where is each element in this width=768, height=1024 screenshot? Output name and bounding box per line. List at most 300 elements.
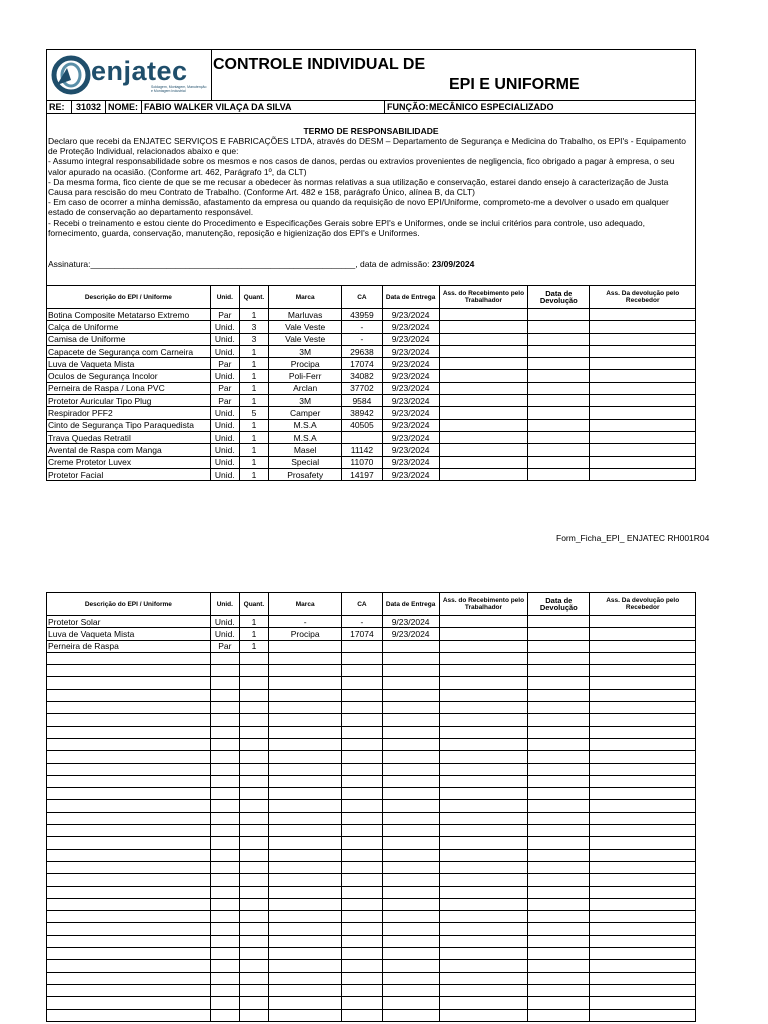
table-cell[interactable] xyxy=(590,345,696,357)
table-cell[interactable] xyxy=(439,407,527,419)
table-cell[interactable] xyxy=(210,738,239,750)
table-cell[interactable] xyxy=(47,738,211,750)
table-cell[interactable]: 9/23/2024 xyxy=(382,628,439,640)
table-cell[interactable] xyxy=(47,751,211,763)
table-cell[interactable] xyxy=(269,837,342,849)
table-cell[interactable]: 1 xyxy=(239,358,268,370)
table-cell[interactable] xyxy=(590,911,696,923)
table-cell[interactable] xyxy=(269,775,342,787)
table-cell[interactable] xyxy=(382,788,439,800)
table-cell[interactable] xyxy=(382,763,439,775)
table-cell[interactable] xyxy=(47,849,211,861)
table-cell[interactable] xyxy=(239,763,268,775)
table-cell[interactable] xyxy=(342,689,382,701)
table-cell[interactable] xyxy=(239,1009,268,1021)
table-cell[interactable] xyxy=(382,775,439,787)
table-cell[interactable]: M.S.A xyxy=(269,419,342,431)
table-cell[interactable] xyxy=(210,652,239,664)
table-cell[interactable] xyxy=(269,935,342,947)
table-cell[interactable]: 9/23/2024 xyxy=(382,321,439,333)
table-cell[interactable] xyxy=(239,997,268,1009)
table-cell[interactable] xyxy=(528,444,590,456)
table-cell[interactable] xyxy=(47,726,211,738)
table-cell[interactable]: Par xyxy=(210,640,239,652)
table-cell[interactable] xyxy=(382,640,439,652)
table-cell[interactable]: Masel xyxy=(269,444,342,456)
table-cell[interactable]: Unid. xyxy=(210,444,239,456)
table-cell[interactable]: Luva de Vaqueta Mista xyxy=(47,358,211,370)
table-cell[interactable] xyxy=(528,738,590,750)
table-cell[interactable] xyxy=(269,812,342,824)
table-cell[interactable] xyxy=(269,640,342,652)
table-cell[interactable]: 17074 xyxy=(342,358,382,370)
table-cell[interactable] xyxy=(239,665,268,677)
table-cell[interactable] xyxy=(47,874,211,886)
table-cell[interactable] xyxy=(269,677,342,689)
table-cell[interactable]: Trava Quedas Retratil xyxy=(47,431,211,443)
table-cell[interactable] xyxy=(528,726,590,738)
table-cell[interactable]: Unid. xyxy=(210,431,239,443)
table-cell[interactable] xyxy=(269,948,342,960)
table-cell[interactable] xyxy=(382,898,439,910)
table-cell[interactable] xyxy=(342,972,382,984)
table-cell[interactable] xyxy=(439,689,527,701)
table-cell[interactable]: 9/23/2024 xyxy=(382,333,439,345)
table-cell[interactable] xyxy=(269,923,342,935)
table-cell[interactable] xyxy=(439,665,527,677)
table-cell[interactable]: Prosafety xyxy=(269,468,342,480)
table-cell[interactable] xyxy=(382,800,439,812)
table-cell[interactable] xyxy=(342,886,382,898)
table-cell[interactable] xyxy=(590,812,696,824)
table-cell[interactable] xyxy=(590,874,696,886)
table-cell[interactable] xyxy=(210,751,239,763)
table-cell[interactable] xyxy=(47,837,211,849)
table-cell[interactable] xyxy=(528,382,590,394)
table-cell[interactable] xyxy=(590,898,696,910)
table-cell[interactable] xyxy=(439,997,527,1009)
table-cell[interactable] xyxy=(382,702,439,714)
table-cell[interactable] xyxy=(528,345,590,357)
table-cell[interactable] xyxy=(382,751,439,763)
table-cell[interactable] xyxy=(590,370,696,382)
table-cell[interactable] xyxy=(439,738,527,750)
table-cell[interactable] xyxy=(590,468,696,480)
table-cell[interactable] xyxy=(342,788,382,800)
table-cell[interactable] xyxy=(439,775,527,787)
table-cell[interactable] xyxy=(210,935,239,947)
table-cell[interactable]: 9/23/2024 xyxy=(382,358,439,370)
table-cell[interactable] xyxy=(47,652,211,664)
table-cell[interactable] xyxy=(439,825,527,837)
table-cell[interactable]: 9/23/2024 xyxy=(382,431,439,443)
table-cell[interactable] xyxy=(590,407,696,419)
table-cell[interactable]: Perneira de Raspa xyxy=(47,640,211,652)
table-cell[interactable] xyxy=(590,997,696,1009)
table-cell[interactable] xyxy=(342,960,382,972)
table-cell[interactable] xyxy=(439,444,527,456)
table-cell[interactable] xyxy=(590,689,696,701)
table-cell[interactable]: 1 xyxy=(239,382,268,394)
table-cell[interactable] xyxy=(239,652,268,664)
table-cell[interactable]: 3 xyxy=(239,333,268,345)
table-cell[interactable] xyxy=(210,812,239,824)
table-cell[interactable] xyxy=(269,1009,342,1021)
table-cell[interactable]: Cinto de Segurança Tipo Paraquedista xyxy=(47,419,211,431)
table-cell[interactable]: Unid. xyxy=(210,321,239,333)
table-cell[interactable] xyxy=(47,812,211,824)
table-cell[interactable] xyxy=(382,738,439,750)
table-cell[interactable] xyxy=(269,886,342,898)
table-cell[interactable]: Unid. xyxy=(210,345,239,357)
table-cell[interactable] xyxy=(590,640,696,652)
table-cell[interactable] xyxy=(590,775,696,787)
table-cell[interactable] xyxy=(590,763,696,775)
table-cell[interactable] xyxy=(269,911,342,923)
table-cell[interactable] xyxy=(439,468,527,480)
table-cell[interactable] xyxy=(269,960,342,972)
table-cell[interactable] xyxy=(239,689,268,701)
table-cell[interactable] xyxy=(342,837,382,849)
table-cell[interactable] xyxy=(239,948,268,960)
table-cell[interactable] xyxy=(210,825,239,837)
table-cell[interactable]: 9/23/2024 xyxy=(382,345,439,357)
table-cell[interactable] xyxy=(528,812,590,824)
table-cell[interactable] xyxy=(47,1009,211,1021)
table-cell[interactable]: Vale Veste xyxy=(269,321,342,333)
table-cell[interactable]: Camisa de Uniforme xyxy=(47,333,211,345)
table-cell[interactable]: 9/23/2024 xyxy=(382,382,439,394)
table-cell[interactable] xyxy=(590,788,696,800)
table-cell[interactable] xyxy=(342,763,382,775)
table-cell[interactable] xyxy=(590,800,696,812)
table-cell[interactable] xyxy=(239,775,268,787)
table-cell[interactable] xyxy=(382,886,439,898)
table-cell[interactable] xyxy=(590,616,696,628)
table-cell[interactable] xyxy=(528,628,590,640)
table-cell[interactable]: 9/23/2024 xyxy=(382,468,439,480)
table-cell[interactable] xyxy=(528,616,590,628)
table-cell[interactable] xyxy=(239,911,268,923)
table-cell[interactable] xyxy=(528,861,590,873)
table-cell[interactable] xyxy=(210,665,239,677)
table-cell[interactable] xyxy=(342,775,382,787)
table-cell[interactable] xyxy=(269,984,342,996)
table-cell[interactable]: Unid. xyxy=(210,419,239,431)
table-cell[interactable] xyxy=(528,960,590,972)
table-cell[interactable]: Calça de Uniforme xyxy=(47,321,211,333)
table-cell[interactable] xyxy=(528,677,590,689)
table-cell[interactable] xyxy=(439,640,527,652)
table-cell[interactable] xyxy=(342,812,382,824)
table-cell[interactable] xyxy=(528,1009,590,1021)
table-cell[interactable] xyxy=(269,665,342,677)
table-cell[interactable] xyxy=(528,702,590,714)
table-cell[interactable] xyxy=(382,665,439,677)
table-cell[interactable] xyxy=(210,861,239,873)
table-cell[interactable] xyxy=(382,825,439,837)
table-cell[interactable] xyxy=(342,825,382,837)
table-cell[interactable] xyxy=(590,382,696,394)
table-cell[interactable] xyxy=(382,812,439,824)
table-cell[interactable]: 1 xyxy=(239,456,268,468)
table-cell[interactable] xyxy=(47,714,211,726)
table-cell[interactable]: Perneira de Raspa / Lona PVC xyxy=(47,382,211,394)
table-cell[interactable] xyxy=(439,456,527,468)
table-cell[interactable]: 1 xyxy=(239,468,268,480)
table-cell[interactable] xyxy=(590,923,696,935)
table-cell[interactable] xyxy=(342,861,382,873)
table-cell[interactable]: 9/23/2024 xyxy=(382,395,439,407)
table-cell[interactable] xyxy=(47,984,211,996)
table-cell[interactable] xyxy=(528,456,590,468)
table-cell[interactable]: Special xyxy=(269,456,342,468)
table-cell[interactable] xyxy=(528,640,590,652)
table-cell[interactable] xyxy=(439,960,527,972)
table-cell[interactable] xyxy=(210,702,239,714)
table-cell[interactable] xyxy=(590,984,696,996)
table-cell[interactable] xyxy=(439,726,527,738)
table-cell[interactable]: Marluvas xyxy=(269,309,342,321)
table-cell[interactable]: Par xyxy=(210,382,239,394)
table-cell[interactable] xyxy=(342,677,382,689)
table-cell[interactable] xyxy=(528,788,590,800)
table-cell[interactable] xyxy=(269,652,342,664)
table-cell[interactable] xyxy=(382,960,439,972)
table-cell[interactable]: Unid. xyxy=(210,456,239,468)
table-cell[interactable] xyxy=(439,800,527,812)
table-cell[interactable] xyxy=(342,984,382,996)
table-cell[interactable]: 1 xyxy=(239,640,268,652)
table-cell[interactable]: Procipa xyxy=(269,358,342,370)
table-cell[interactable]: Protetor Facial xyxy=(47,468,211,480)
table-cell[interactable] xyxy=(342,1009,382,1021)
table-cell[interactable] xyxy=(439,948,527,960)
table-cell[interactable] xyxy=(590,948,696,960)
table-cell[interactable] xyxy=(528,886,590,898)
table-cell[interactable] xyxy=(239,812,268,824)
table-cell[interactable]: Unid. xyxy=(210,468,239,480)
table-cell[interactable] xyxy=(528,751,590,763)
table-cell[interactable] xyxy=(382,874,439,886)
table-cell[interactable]: 9/23/2024 xyxy=(382,419,439,431)
table-cell[interactable] xyxy=(239,849,268,861)
table-cell[interactable] xyxy=(528,775,590,787)
table-cell[interactable] xyxy=(590,677,696,689)
table-cell[interactable] xyxy=(590,738,696,750)
table-cell[interactable]: Botina Composite Metatarso Extremo xyxy=(47,309,211,321)
table-cell[interactable]: 1 xyxy=(239,395,268,407)
table-cell[interactable] xyxy=(239,825,268,837)
table-cell[interactable] xyxy=(382,677,439,689)
table-cell[interactable] xyxy=(269,861,342,873)
table-cell[interactable]: 1 xyxy=(239,309,268,321)
table-cell[interactable]: Poli-Ferr xyxy=(269,370,342,382)
table-cell[interactable] xyxy=(439,886,527,898)
table-cell[interactable] xyxy=(439,370,527,382)
table-cell[interactable] xyxy=(439,935,527,947)
table-cell[interactable] xyxy=(342,898,382,910)
table-cell[interactable] xyxy=(528,972,590,984)
table-cell[interactable]: 9/23/2024 xyxy=(382,456,439,468)
table-cell[interactable] xyxy=(590,726,696,738)
table-cell[interactable] xyxy=(342,997,382,1009)
table-cell[interactable] xyxy=(382,923,439,935)
table-cell[interactable] xyxy=(590,419,696,431)
table-cell[interactable] xyxy=(590,972,696,984)
table-cell[interactable]: 43959 xyxy=(342,309,382,321)
table-cell[interactable] xyxy=(528,395,590,407)
table-cell[interactable] xyxy=(590,431,696,443)
table-cell[interactable] xyxy=(47,948,211,960)
table-cell[interactable] xyxy=(342,702,382,714)
table-cell[interactable] xyxy=(47,935,211,947)
table-cell[interactable] xyxy=(439,849,527,861)
table-cell[interactable] xyxy=(342,849,382,861)
table-cell[interactable] xyxy=(269,898,342,910)
table-cell[interactable] xyxy=(210,972,239,984)
table-cell[interactable] xyxy=(269,702,342,714)
table-cell[interactable] xyxy=(342,935,382,947)
table-cell[interactable]: Avental de Raspa com Manga xyxy=(47,444,211,456)
table-cell[interactable] xyxy=(439,395,527,407)
table-cell[interactable] xyxy=(210,886,239,898)
table-cell[interactable]: 1 xyxy=(239,370,268,382)
table-cell[interactable] xyxy=(210,689,239,701)
table-cell[interactable] xyxy=(239,702,268,714)
table-cell[interactable]: 9/23/2024 xyxy=(382,444,439,456)
table-cell[interactable] xyxy=(47,677,211,689)
table-cell[interactable] xyxy=(47,911,211,923)
table-cell[interactable] xyxy=(342,714,382,726)
table-cell[interactable] xyxy=(210,775,239,787)
table-cell[interactable] xyxy=(528,419,590,431)
table-cell[interactable] xyxy=(590,456,696,468)
table-cell[interactable] xyxy=(439,984,527,996)
table-cell[interactable] xyxy=(382,911,439,923)
table-cell[interactable] xyxy=(528,800,590,812)
table-cell[interactable] xyxy=(210,923,239,935)
table-cell[interactable] xyxy=(239,935,268,947)
table-cell[interactable] xyxy=(528,898,590,910)
table-cell[interactable] xyxy=(528,874,590,886)
table-cell[interactable] xyxy=(342,726,382,738)
table-cell[interactable] xyxy=(590,935,696,947)
table-cell[interactable]: M.S.A xyxy=(269,431,342,443)
table-cell[interactable]: Arclan xyxy=(269,382,342,394)
table-cell[interactable] xyxy=(47,861,211,873)
table-cell[interactable] xyxy=(382,948,439,960)
table-cell[interactable] xyxy=(269,726,342,738)
table-cell[interactable] xyxy=(47,886,211,898)
table-cell[interactable]: 3M xyxy=(269,395,342,407)
table-cell[interactable] xyxy=(528,935,590,947)
table-cell[interactable] xyxy=(239,972,268,984)
table-cell[interactable] xyxy=(439,861,527,873)
table-cell[interactable] xyxy=(590,960,696,972)
table-cell[interactable] xyxy=(239,874,268,886)
table-cell[interactable]: Unid. xyxy=(210,628,239,640)
table-cell[interactable]: 37702 xyxy=(342,382,382,394)
table-cell[interactable] xyxy=(528,370,590,382)
table-cell[interactable] xyxy=(528,665,590,677)
table-cell[interactable]: Unid. xyxy=(210,333,239,345)
table-cell[interactable] xyxy=(590,652,696,664)
table-cell[interactable] xyxy=(439,419,527,431)
table-cell[interactable] xyxy=(269,874,342,886)
table-cell[interactable] xyxy=(528,309,590,321)
table-cell[interactable] xyxy=(590,1009,696,1021)
table-cell[interactable] xyxy=(269,800,342,812)
table-cell[interactable] xyxy=(590,751,696,763)
table-cell[interactable]: Creme Protetor Luvex xyxy=(47,456,211,468)
table-cell[interactable] xyxy=(210,677,239,689)
table-cell[interactable] xyxy=(210,898,239,910)
table-cell[interactable] xyxy=(439,652,527,664)
table-cell[interactable] xyxy=(528,321,590,333)
table-cell[interactable]: 1 xyxy=(239,628,268,640)
table-cell[interactable] xyxy=(439,321,527,333)
table-cell[interactable] xyxy=(239,738,268,750)
table-cell[interactable] xyxy=(590,714,696,726)
table-cell[interactable] xyxy=(590,309,696,321)
table-cell[interactable] xyxy=(528,689,590,701)
table-cell[interactable] xyxy=(342,640,382,652)
table-cell[interactable]: 3 xyxy=(239,321,268,333)
table-cell[interactable] xyxy=(439,911,527,923)
table-cell[interactable] xyxy=(528,923,590,935)
table-cell[interactable]: Par xyxy=(210,358,239,370)
table-cell[interactable] xyxy=(382,984,439,996)
table-cell[interactable] xyxy=(342,948,382,960)
table-cell[interactable] xyxy=(439,751,527,763)
table-cell[interactable]: Respirador PFF2 xyxy=(47,407,211,419)
table-cell[interactable] xyxy=(439,972,527,984)
table-cell[interactable] xyxy=(439,616,527,628)
table-cell[interactable]: - xyxy=(342,616,382,628)
table-cell[interactable] xyxy=(590,333,696,345)
table-cell[interactable] xyxy=(528,333,590,345)
table-cell[interactable] xyxy=(342,923,382,935)
table-cell[interactable]: Unid. xyxy=(210,370,239,382)
table-cell[interactable]: Camper xyxy=(269,407,342,419)
table-cell[interactable]: 29638 xyxy=(342,345,382,357)
table-cell[interactable]: 1 xyxy=(239,431,268,443)
table-cell[interactable]: 14197 xyxy=(342,468,382,480)
table-cell[interactable]: - xyxy=(342,333,382,345)
table-cell[interactable] xyxy=(210,726,239,738)
table-cell[interactable] xyxy=(439,309,527,321)
table-cell[interactable] xyxy=(47,923,211,935)
table-cell[interactable] xyxy=(239,726,268,738)
table-cell[interactable] xyxy=(47,825,211,837)
table-cell[interactable] xyxy=(590,358,696,370)
table-cell[interactable]: Unid. xyxy=(210,616,239,628)
table-cell[interactable] xyxy=(528,948,590,960)
table-cell[interactable] xyxy=(342,911,382,923)
table-cell[interactable] xyxy=(210,911,239,923)
table-cell[interactable] xyxy=(439,628,527,640)
table-cell[interactable] xyxy=(382,652,439,664)
table-cell[interactable] xyxy=(342,431,382,443)
table-cell[interactable]: 9/23/2024 xyxy=(382,370,439,382)
table-cell[interactable] xyxy=(239,923,268,935)
table-cell[interactable] xyxy=(239,788,268,800)
table-cell[interactable] xyxy=(528,984,590,996)
table-cell[interactable] xyxy=(382,861,439,873)
table-cell[interactable] xyxy=(210,763,239,775)
table-cell[interactable] xyxy=(239,837,268,849)
